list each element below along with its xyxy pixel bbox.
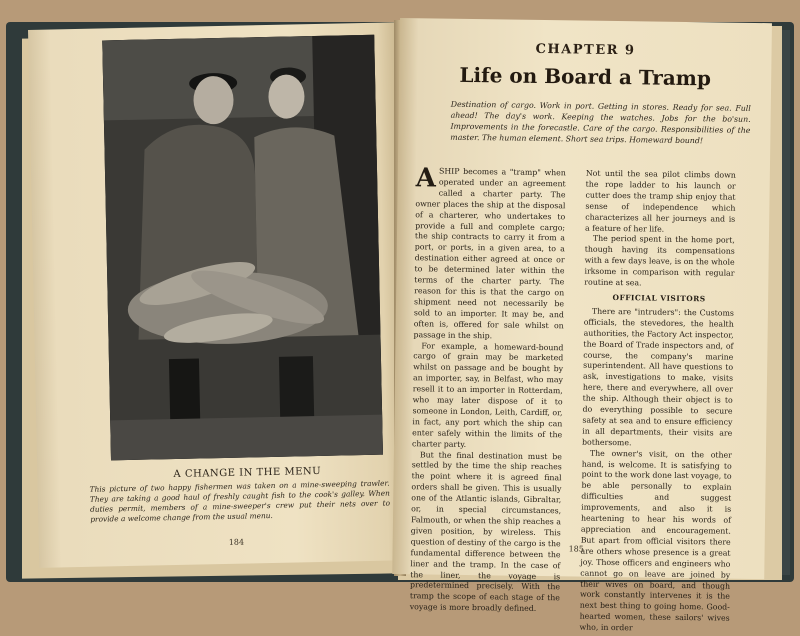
text-column-left	[409, 163, 566, 615]
chapter-title: Life on Board a Tramp	[459, 62, 712, 91]
caption-text: This picture of two happy fishermen was taken on a mine-sweeping trawler. They are taking a good haul of freshly caught fish to the cook's galley. When duties permit, members of a mine-sweeper's crew put their nets over to provide a welcome change from the usual menu.	[89, 478, 391, 524]
page-number-right: 185	[568, 544, 584, 554]
paragraph: Not until the sea pilot climbs down the rope ladder to his launch or cutter does the tramp ship enjoy that sense of independence which characterizes all her journeys and is a feature of her life.	[585, 168, 736, 234]
paragraph: The owner's visit, on the other hand, is welcome. It is satisfying to point to the work done last voyage, to be able personally to explain difficulties and suggest improvements, and also it is heartening to hear his words of appreciation and encouragement. But apart from official visitors there are others whose presence is a great joy. Those officers and engineers who cannot go on leave are joined by their wives on board, and though work constantly intervenes it is the next best thing to going home. Good-hearted women, these sailors' wives who, in order	[579, 448, 732, 633]
paragraph: The period spent in the home port, though having its compensations with a few days leave, is on the whole irksome in comparison with regular routine at sea.	[584, 234, 735, 288]
chapter-synopsis: Destination of cargo. Work in port. Getting in stores. Ready for sea. Full ahead! The day's work. Keeping the watches. Jobs for the bo'sun. Improvements in the forecastle. Care of the cargo. Responsibilities of the master. The human element. Short sea trips. Homeward bound!	[450, 99, 751, 146]
paragraph: ASHIP becomes a "tramp" when operated under an agreement called a charter party. The owner places the ship at the disposal of a charterer, who undertakes to provide a full and complete cargo; the ship contracts to carry it from a port, or ports, in a given area, to a destination either agreed at once or to be determined later within the terms of the charter party. The reason for this is that the cargo on shipment need not necessarily be sold to an importer. It may be, and often is, offered for sale whilst on passage in the ship.	[413, 163, 566, 340]
paragraph: But the final destination must be settled by the time the ship reaches the point where it is agreed final orders shall be given. This is usually one of the Atlantic islands, Gibraltar, or, in special circumstances, Falmouth, or when the ship reaches a given position, by wireless. This question of destiny of the cargo is the fundamental difference between the liner and the tramp. In the case of the liner, the voyage is predetermined precisely. With the tramp the scope of each stage of the voyage is more broadly defined.	[409, 449, 562, 614]
left-page	[28, 22, 407, 568]
drop-cap: A	[415, 163, 437, 194]
page-number-left: 184	[228, 537, 245, 547]
chapter-heading: CHAPTER 9	[535, 41, 636, 59]
paragraph: There are "intruders": the Customs officials, the stevedores, the health authorities, the Factory Act inspector, the Board of Trade inspectors and, of course, the company's marine superintendent. All have questions to ask, investigations to make, visits here, there and everywhere, all over the ship. Although their object is to do everything possible to secure safety at sea and to ensure efficiency in all departments, their visits are bothersome.	[582, 306, 734, 448]
photo-illustration	[102, 35, 383, 461]
paragraph: For example, a homeward-bound cargo of grain may be marketed whilst on passage and be bought by an importer, say, in Belfast, who may resell it to an importer in Rotterdam, who may later dispose of it to someone in London, Leith, Cardiff, or, in fact, any port which the ship can enter safely within the limits of the charter party.	[411, 340, 564, 449]
right-page	[392, 18, 772, 633]
fishermen-photo	[102, 35, 383, 461]
text-column-right	[579, 169, 735, 636]
section-subheading: OFFICIAL VISITORS	[612, 292, 706, 304]
caption-title: A CHANGE IN THE MENU	[173, 465, 322, 481]
